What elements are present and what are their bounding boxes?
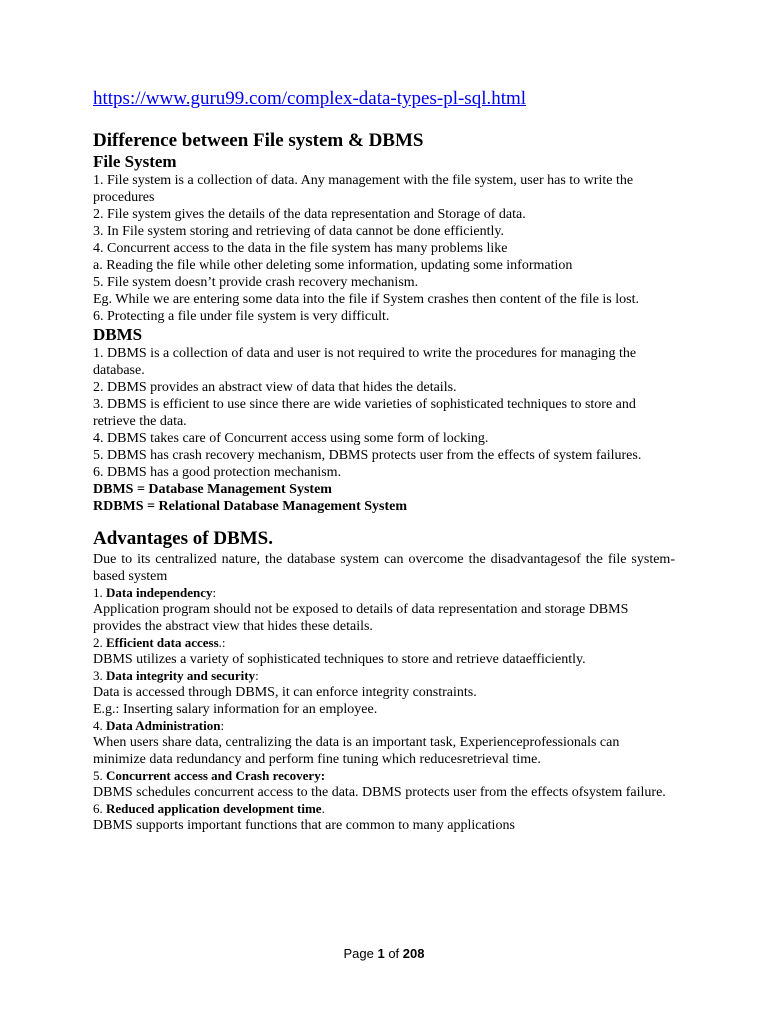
fs-item: 6. Protecting a file under file system is very difficult. — [93, 309, 390, 324]
heading-dbms: DBMS — [93, 325, 143, 344]
source-link[interactable]: https://www.guru99.com/complex-data-types-pl-sql.html — [93, 88, 527, 109]
fs-item: 5. File system doesn’t provide crash recovery mechanism. — [93, 275, 419, 290]
advantage-text: DBMS schedules concurrent access to the data. DBMS protects user from the effects ofsystem failure. — [93, 785, 666, 800]
dbms-item: 4. DBMS takes care of Concurrent access using some form of locking. — [93, 431, 489, 446]
page-footer: Page 1 of 208 — [343, 946, 425, 961]
fs-item: 4. Concurrent access to the data in the file system has many problems like — [93, 241, 508, 256]
advantage-label: 3. Data integrity and security: — [93, 668, 259, 683]
heading-difference: Difference between File system & DBMS — [93, 130, 424, 151]
advantage-text: Application program should not be exposed to details of data representation and storage DBMS provides the abstract view that hides these details. — [93, 602, 629, 634]
fs-item: 2. File system gives the details of the data representation and Storage of data. — [93, 207, 526, 222]
fs-item: a. Reading the file while other deleting some information, updating some information — [93, 258, 573, 273]
advantage-text: When users share data, centralizing the data is an important task, Experienceprofessionals can minimize data redundancy and perform fine tuning which reducesretrieval time. — [93, 735, 620, 767]
heading-file-system: File System — [93, 152, 177, 171]
advantage-label: 4. Data Administration: — [93, 718, 225, 733]
advantage-text: Data is accessed through DBMS, it can enforce integrity constraints. — [93, 685, 477, 700]
definition-rdbms: RDBMS = Relational Database Management System — [93, 499, 408, 514]
dbms-item: 6. DBMS has a good protection mechanism. — [93, 465, 342, 480]
fs-item: 1. File system is a collection of data. Any management with the file system, user has to write the procedures — [93, 173, 634, 205]
advantage-text: E.g.: Inserting salary information for an employee. — [93, 702, 378, 717]
definition-dbms: DBMS = Database Management System — [93, 482, 332, 497]
page-content — [93, 86, 675, 834]
page-number: 1 — [377, 946, 385, 961]
heading-advantages: Advantages of DBMS. — [93, 528, 273, 549]
dbms-item: 1. DBMS is a collection of data and user is not required to write the procedures for managing the database. — [93, 346, 637, 378]
advantage-text: DBMS supports important functions that are common to many applications — [93, 818, 515, 833]
advantage-label: 6. Reduced application development time. — [93, 801, 325, 816]
advantage-label: 5. Concurrent access and Crash recovery: — [93, 768, 326, 783]
advantage-label: 2. Efficient data access.: — [93, 635, 226, 650]
dbms-item: 3. DBMS is efficient to use since there are wide varieties of sophisticated techniques to store and retrieve the data. — [93, 397, 636, 429]
advantage-label: 1. Data independency: — [93, 585, 217, 600]
page-total: 208 — [402, 946, 425, 961]
fs-item: 3. In File system storing and retrieving of data cannot be done efficiently. — [93, 224, 504, 239]
advantage-text: DBMS utilizes a variety of sophisticated techniques to store and retrieve dataefficiently. — [93, 652, 586, 667]
advantages-intro: Due to its centralized nature, the database system can overcome the disadvantagesof the file system-based system — [93, 552, 675, 584]
dbms-item: 2. DBMS provides an abstract view of data that hides the details. — [93, 380, 457, 395]
dbms-item: 5. DBMS has crash recovery mechanism, DBMS protects user from the effects of system failures. — [93, 448, 642, 463]
fs-item: Eg. While we are entering some data into the file if System crashes then content of the file is lost. — [93, 292, 639, 307]
